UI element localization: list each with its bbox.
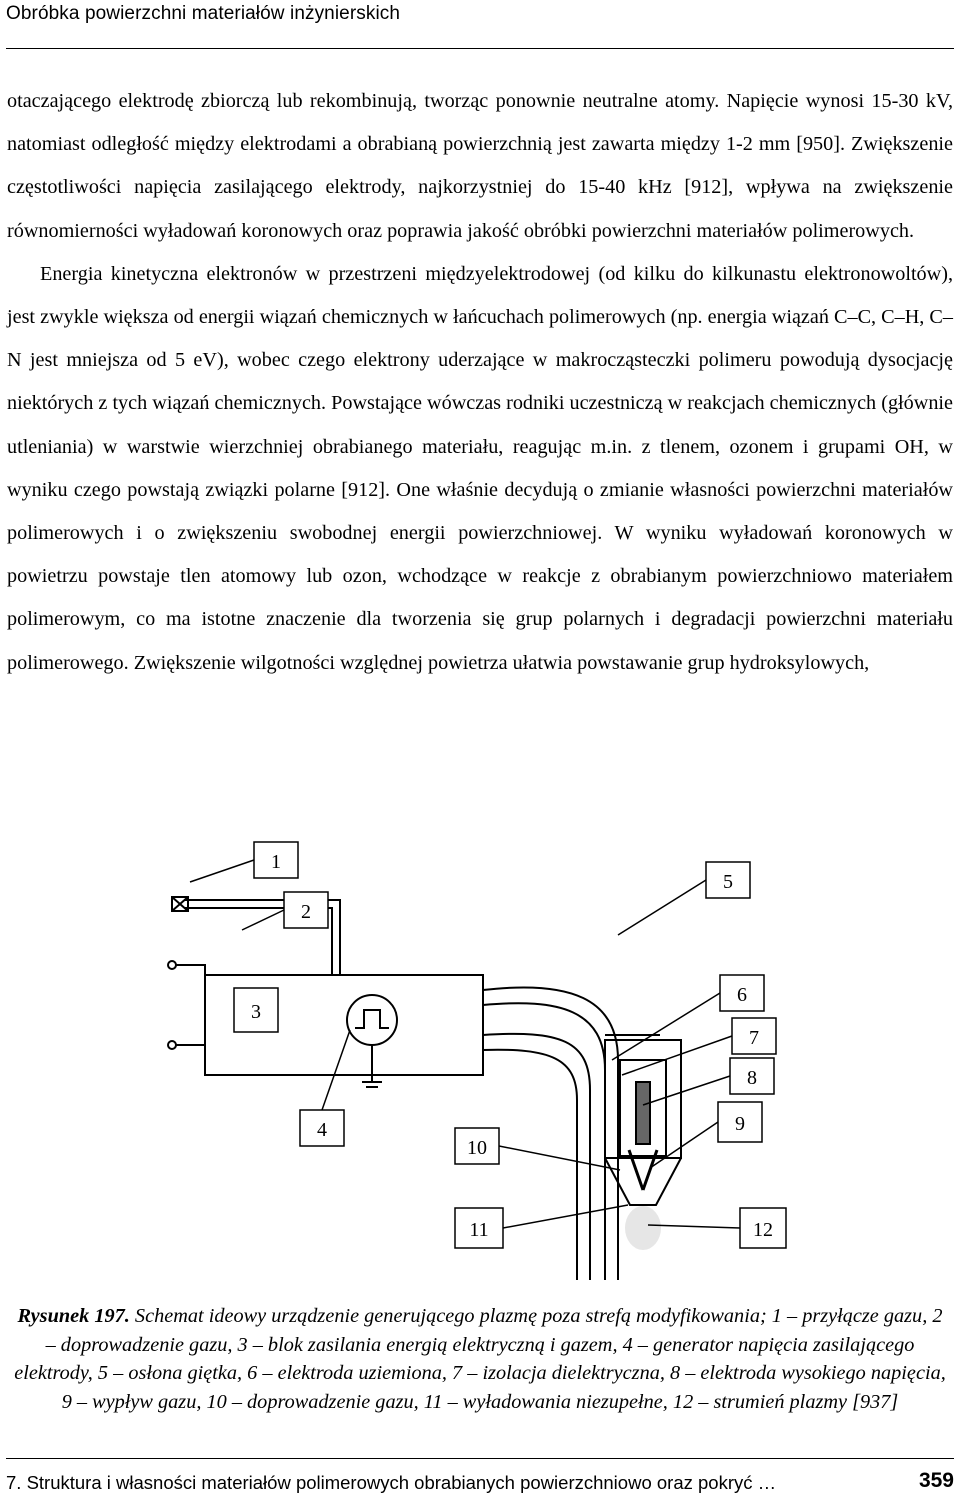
figure-caption (14, 1302, 946, 1416)
label-2: 2 (301, 901, 311, 923)
hv-electrode (636, 1082, 650, 1144)
paragraph-2: Energia kinetyczna elektronów w przestrzeni międzyelektrodowej (od kilku do kilkunastu elektronowoltów), jest zwykle większa od energii wiązań chemicznych w łańcuchach polimerowych (np. energia wiązań C–C, C–H, C–N jest mniejsza od 5 eV), wobec czego elektrony uderzające w makrocząsteczki polimeru powodują dysocjację niektórych z tych wiązań chemicznych. Powstające wówczas rodniki uczestniczą w reakcjach chemicznych (głównie utleniania) w warstwie wierzchniej obrabianego materiału, reagując m.in. z tlenem, ozonem i grupami OH, w wyniku czego powstają związki polarne [912]. One właśnie decydują o zmianie własności powierzchni materiałów polimerowych i o zwiększeniu swobodnej energii powierzchniowej. W wyniku wyładowań koronowych w powietrzu powstaje tlen atomowy lub ozon, wchodzące w reakcje z obrabianym powierzchniowo materiałem polimerowym, co ma istotne znaczenie dla tworzenia się grup polarnych i degradacji powierzchni materiału polimerowego. Zwiększenie wilgotności względnej powietrza ułatwia powstawanie grup hydroksylowych, (7, 262, 953, 674)
label-8: 8 (747, 1067, 757, 1089)
label-4: 4 (317, 1119, 327, 1141)
page-header (6, 0, 954, 50)
label-1: 1 (271, 851, 281, 873)
footer-divider (6, 1458, 954, 1459)
chapter-title: 7. Struktura i własności materiałów polimerowych obrabianych powierzchniowo oraz pokryć … (6, 1472, 777, 1493)
generator-icon (347, 995, 397, 1045)
label-12: 12 (753, 1219, 773, 1241)
plasma-device-diagram (150, 830, 810, 1280)
header-divider (6, 48, 954, 49)
label-9: 9 (735, 1113, 745, 1135)
figure-schematic (150, 830, 810, 1280)
power-lead-1 (175, 965, 205, 982)
label-5: 5 (723, 871, 733, 893)
label-10: 10 (467, 1137, 487, 1159)
body-text (7, 80, 953, 685)
running-title: Obróbka powierzchni materiałów inżynierskich (6, 3, 401, 24)
nozzle-tip (605, 1158, 681, 1205)
label-11: 11 (469, 1219, 489, 1241)
plasma-jet (625, 1206, 661, 1250)
label-6: 6 (737, 984, 747, 1006)
ground-icon (362, 1045, 382, 1087)
label-7: 7 (749, 1027, 759, 1049)
caption-text: Schemat ideowy urządzenie generującego plazmę poza strefą modyfikowania; 1 – przyłącze gazu, 2 – doprowadzenie gazu, 3 – blok zasilania energią elektryczną i gazem, 4 – generator napięcia zasilającego elektrody, 5 – osłona giętka, 6 – elektroda uziemiona, 7 – izolacja dielektryczna, 8 – elektroda wysokiego napięcia, 9 – wypływ gazu, 10 – doprowadzenie gazu, 11 – wyładowania niezupełne, 12 – strumień plazmy [937] (14, 1305, 946, 1413)
caption-label: Rysunek 197. (17, 1305, 130, 1327)
page-number: 359 (918, 1469, 954, 1492)
label-3: 3 (251, 1001, 261, 1023)
page-footer (6, 1458, 954, 1502)
paragraph-1: otaczającego elektrodę zbiorczą lub rekombinują, tworząc ponownie neutralne atomy. Napięcie wynosi 15-30 kV, natomiast odległość między elektrodami a obrabianą powierzchnią jest zawarta między 1-2 mm [950]. Zwiększenie częstotliwości napięcia zasilającego elektrody, najkorzystniej do 15-40 kHz [912], wpływa na zwiększenie równomierności wyładowań koronowych oraz poprawia jakość obróbki powierzchni materiałów polimerowych. (7, 90, 953, 242)
